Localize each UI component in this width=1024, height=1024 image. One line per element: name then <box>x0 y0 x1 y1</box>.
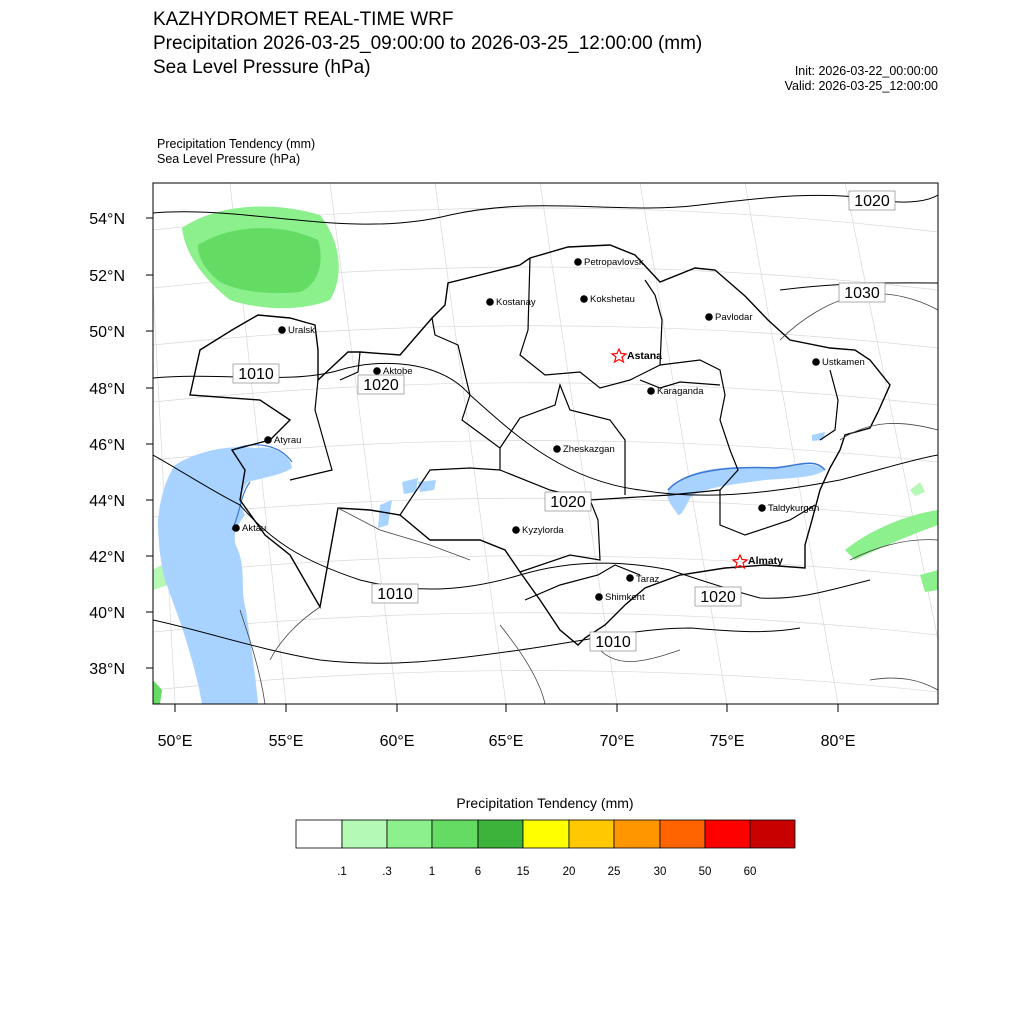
colorbar-tick: 30 <box>653 866 667 878</box>
colorbar-tick: 15 <box>516 866 530 878</box>
svg-text:1030: 1030 <box>844 285 880 302</box>
colorbar-swatch <box>387 820 432 848</box>
colorbar-swatch <box>478 820 523 848</box>
lon-label: 80°E <box>820 733 856 750</box>
city-shimkent <box>595 592 645 603</box>
city-aktau <box>232 523 266 534</box>
svg-text:Petropavlovsk: Petropavlovsk <box>584 257 644 268</box>
isobar-label <box>839 283 885 302</box>
svg-text:Zheskazgan: Zheskazgan <box>563 444 615 455</box>
region-borders <box>290 258 838 600</box>
city-petropavlovsk <box>574 257 644 268</box>
lat-label: 44°N <box>89 493 125 510</box>
colorbar <box>296 820 795 848</box>
city-taldykurgan <box>758 503 819 514</box>
city-kostanay <box>486 297 536 308</box>
lat-label: 52°N <box>89 268 125 285</box>
lat-label: 46°N <box>89 437 125 454</box>
colorbar-tick: .3 <box>382 866 392 878</box>
svg-text:Almaty: Almaty <box>748 555 784 567</box>
isobar-label <box>545 492 591 511</box>
city-zheskazgan <box>553 444 615 455</box>
lat-label: 50°N <box>89 324 125 341</box>
svg-text:Astana: Astana <box>627 350 663 362</box>
colorbar-swatch <box>660 820 705 848</box>
city-kyzylorda <box>512 525 564 536</box>
city-atyrau <box>264 435 301 446</box>
isobar-label <box>695 587 741 606</box>
lon-labels <box>158 733 856 750</box>
colorbar-tick: .1 <box>337 866 347 878</box>
colorbar-swatch <box>705 820 750 848</box>
colorbar-swatch <box>296 820 342 848</box>
svg-text:Shimkent: Shimkent <box>605 592 645 603</box>
svg-text:Taldykurgan: Taldykurgan <box>768 503 820 514</box>
svg-text:Aktobe: Aktobe <box>383 366 413 377</box>
colorbar-title: Precipitation Tendency (mm) <box>456 795 634 811</box>
isobar-label <box>358 375 404 394</box>
city-karaganda <box>647 386 704 397</box>
subtitle-precip: Precipitation Tendency (mm) <box>157 137 316 151</box>
colorbar-tick: 6 <box>474 866 482 878</box>
init-time: Init: 2026-03-22_00:00:00 <box>794 64 938 78</box>
title-line-1: KAZHYDROMET REAL-TIME WRF <box>153 9 454 30</box>
svg-text:1010: 1010 <box>595 634 631 651</box>
lat-label: 48°N <box>89 381 125 398</box>
svg-text:Karaganda: Karaganda <box>657 386 704 397</box>
colorbar-swatch <box>614 820 660 848</box>
colorbar-tick: 20 <box>562 866 576 878</box>
city-taraz <box>626 574 659 585</box>
lat-label: 40°N <box>89 605 125 622</box>
lon-label: 60°E <box>379 733 415 750</box>
lon-label: 55°E <box>268 733 304 750</box>
lon-label: 65°E <box>488 733 524 750</box>
city-pavlodar <box>705 312 752 323</box>
city-markers <box>232 257 865 603</box>
svg-text:Ustkamen: Ustkamen <box>822 357 865 368</box>
svg-text:Aktau: Aktau <box>242 523 267 534</box>
svg-text:Uralsk: Uralsk <box>288 325 315 336</box>
colorbar-tick: 25 <box>607 866 621 878</box>
subtitle-slp: Sea Level Pressure (hPa) <box>157 152 301 166</box>
colorbar-swatch <box>569 820 614 848</box>
svg-text:Kyzylorda: Kyzylorda <box>522 525 564 536</box>
svg-text:Pavlodar: Pavlodar <box>715 312 753 323</box>
colorbar-tick: 1 <box>428 866 436 878</box>
isobar-label <box>590 632 636 651</box>
svg-text:Taraz: Taraz <box>636 574 660 585</box>
city-astana <box>612 349 662 362</box>
city-uralsk <box>278 325 315 336</box>
map-layers <box>150 145 938 704</box>
colorbar-swatch <box>523 820 569 848</box>
lon-label: 50°E <box>157 733 193 750</box>
title-line-2: Precipitation 2026-03-25_09:00:00 to 2026-03-25_12:00:00 (mm) <box>153 33 703 54</box>
colorbar-swatch <box>432 820 478 848</box>
lon-label: 70°E <box>599 733 635 750</box>
svg-text:1020: 1020 <box>854 193 890 210</box>
lat-label: 42°N <box>89 549 125 566</box>
isobar-label <box>372 584 418 603</box>
svg-text:1020: 1020 <box>363 377 399 394</box>
svg-text:Atyrau: Atyrau <box>274 435 302 446</box>
svg-text:Kostanay: Kostanay <box>496 297 536 308</box>
lat-labels <box>89 211 125 678</box>
lon-label: 75°E <box>709 733 745 750</box>
city-kokshetau <box>580 294 635 305</box>
colorbar-swatch <box>750 820 795 848</box>
city-ustkamen <box>812 357 865 368</box>
colorbar-tick: 50 <box>698 866 712 878</box>
colorbar-swatch <box>342 820 387 848</box>
svg-text:1010: 1010 <box>238 366 274 383</box>
isobar-label <box>849 191 895 210</box>
lat-label: 54°N <box>89 211 125 228</box>
svg-text:1010: 1010 <box>377 586 413 603</box>
isobar-label <box>233 364 279 383</box>
lat-label: 38°N <box>89 661 125 678</box>
svg-text:1020: 1020 <box>550 494 586 511</box>
colorbar-tick: 60 <box>743 866 757 878</box>
title-line-3: Sea Level Pressure (hPa) <box>153 57 371 78</box>
svg-text:1020: 1020 <box>700 589 736 606</box>
valid-time: Valid: 2026-03-25_12:00:00 <box>784 79 938 93</box>
svg-text:Kokshetau: Kokshetau <box>590 294 635 305</box>
